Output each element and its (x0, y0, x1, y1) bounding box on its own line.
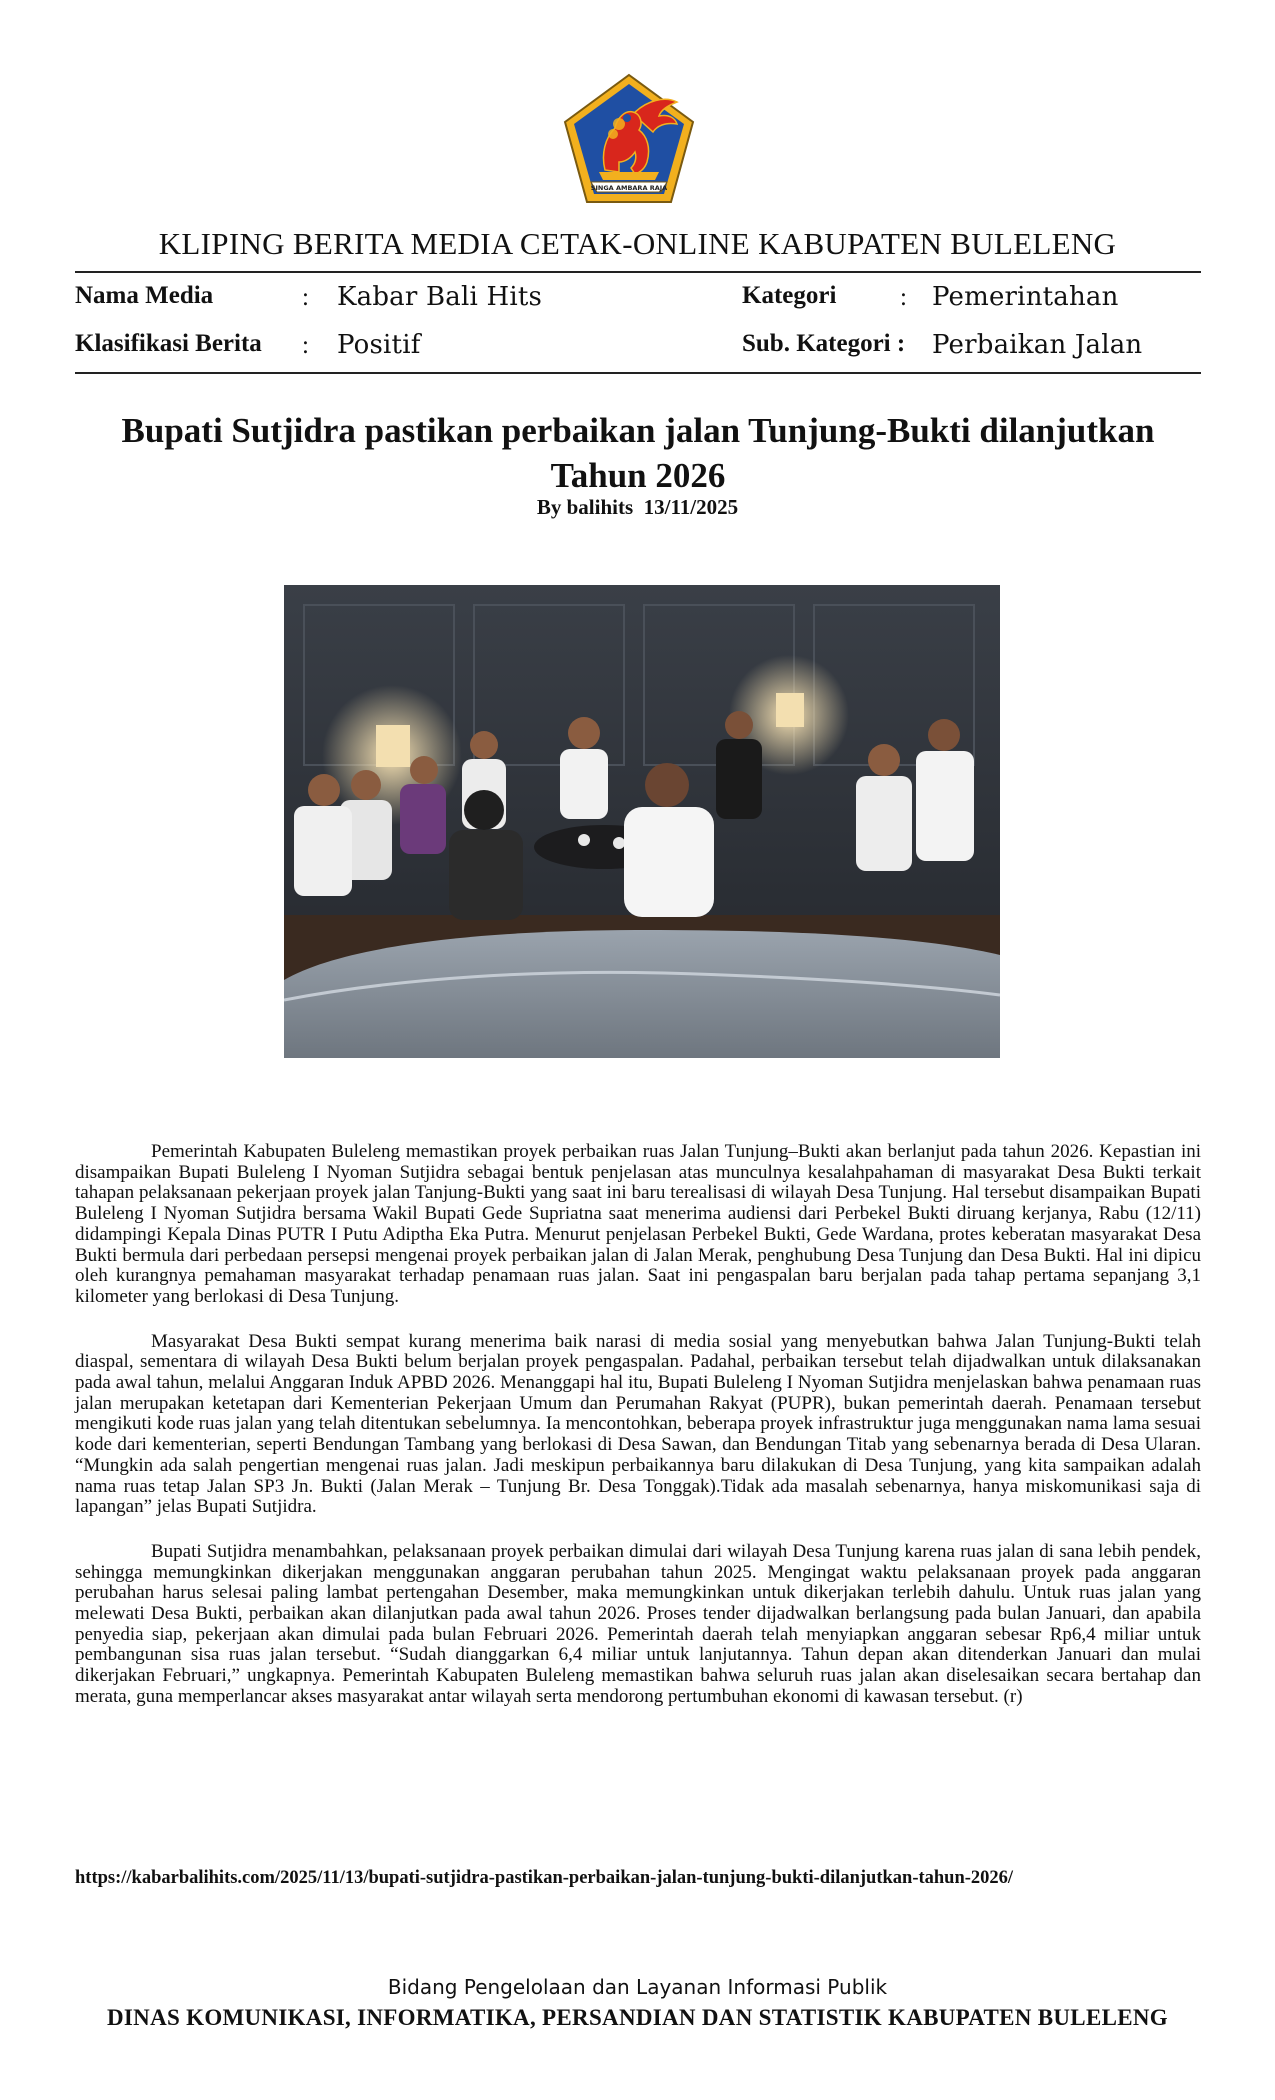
kategori-colon: : (900, 284, 907, 311)
footer-agency: DINAS KOMUNIKASI, INFORMATIKA, PERSANDIAN DAN STATISTIK KABUPATEN BULELENG (107, 2005, 1168, 2030)
divider-top (75, 271, 1201, 273)
article-body (75, 1142, 1201, 1732)
media-colon: : (302, 284, 309, 311)
subkategori-value: Perbaikan Jalan (932, 330, 1143, 360)
article-photo (284, 585, 1000, 1058)
divider-bottom (75, 372, 1201, 374)
kategori-value: Pemerintahan (932, 282, 1119, 312)
subkategori-label: Sub. Kategori : (742, 330, 906, 357)
source-url-link[interactable]: https://kabarbalihits.com/2025/11/13/bupati-sutjidra-pastikan-perbaikan-jalan-tunjung-bukti-dilanjutkan-tahun-2026/ (75, 1868, 1014, 1888)
page-title: KLIPING BERITA MEDIA CETAK-ONLINE KABUPATEN BULELENG (158, 226, 1117, 261)
klasifikasi-value: Positif (337, 330, 421, 360)
klasifikasi-colon: : (302, 332, 309, 359)
kabupaten-buleleng-logo (561, 72, 697, 208)
logo-motto-text: SINGA AMBARA RAJA (590, 184, 668, 192)
article-paragraph-2: Masyarakat Desa Bukti sempat kurang menerima baik narasi di media sosial yang menyebutkan bahwa Jalan Tunjung-Bukti telah diaspal, sementara di wilayah Desa Bukti belum berjalan proyek pengaspalan. Padahal, perbaikan tersebut telah dijadwalkan untuk dilaksanakan pada awal tahun, melalui Anggaran Induk APBD 2026. Menanggapi hal itu, Bupati Buleleng I Nyoman Sutjidra menjelaskan bahwa penamaan ruas jalan merupakan ketetapan dari Kementerian Pekerjaan Umum dan Perumahan Rakyat (PUPR), bukan pemerintah daerah. Penamaan tersebut mengikuti kode ruas jalan yang telah ditentukan sebelumnya. Ia mencontohkan, beberapa proyek infrastruktur juga menggunakan nama lama sesuai kode dari kementerian, seperti Bendungan Tambang yang berlokasi di Desa Sawan, dan Bendungan Titab yang sebenarnya berada di Desa Ularan. “Mungkin ada salah pengertian mengenai ruas jalan. Jadi meskipun perbaikannya baru dilakukan di Desa Tunjung, yang kita sampaikan adalah nama ruas tetap Jalan SP3 Jn. Bukti (Jalan Merak – Tunjung Br. Desa Tonggak).Tidak ada masalah sebenarnya, hanya miskomunikasi saja di lapangan” jelas Bupati Sutjidra. (75, 1330, 1201, 1518)
media-value: Kabar Bali Hits (337, 282, 543, 312)
klasifikasi-label: Klasifikasi Berita (75, 330, 262, 357)
article-byline: By balihits 13/11/2025 (536, 495, 739, 519)
article-paragraph-1: Pemerintah Kabupaten Buleleng memastikan proyek perbaikan ruas Jalan Tunjung–Bukti akan berlanjut pada tahun 2026. Kepastian ini disampaikan Bupati Buleleng I Nyoman Sutjidra sebagai bentuk penjelasan atas munculnya kesalahpahaman di masyarakat Desa Bukti terkait tahapan pelaksanaan pekerjaan proyek jalan Tanjung-Bukti yang saat ini baru terealisasi di wilayah Desa Tunjung. Hal tersebut disampaikan Bupati Buleleng I Nyoman Sutjidra bersama Wakil Bupati Gede Supriatna saat menerima audiensi dari Perbekel Bukti diruang kerjanya, Rabu (12/11) didampingi Kepala Dinas PUTR I Putu Adiptha Eka Putra. Menurut penjelasan Perbekel Bukti, Gede Wardana, protes keberatan masyarakat Desa Bukti bermula dari perbedaan persepsi mengenai proyek perbaikan jalan di Jalan Merak, penghubung Desa Tunjung dan Desa Bukti. Hal ini dipicu oleh kurangnya pemahaman masyarakat terhadap penamaan ruas jalan. Saat ini pengaspalan baru berjalan pada tahap pertama sepanjang 3,1 kilometer yang berlokasi di Desa Tunjung. (75, 1141, 1201, 1307)
footer-division: Bidang Pengelolaan dan Layanan Informasi Publik (387, 1975, 888, 1999)
kategori-label: Kategori (742, 282, 837, 309)
article-paragraph-3: Bupati Sutjidra menambahkan, pelaksanaan proyek perbaikan dimulai dari wilayah Desa Tunjung karena ruas jalan di sana lebih pendek, sehingga memungkinkan dikerjakan menggunakan anggaran perubahan tahun 2025. Mengingat waktu pelaksanaan proyek pada anggaran perubahan harus selesai paling lambat pertengahan Desember, maka memungkinkan untuk dikerjakan terlebih dahulu. Untuk ruas jalan yang melewati Desa Bukti, perbaikan akan dilanjutkan pada awal tahun 2026. Proses tender dijadwalkan berlangsung pada bulan Januari, dan apabila penyedia siap, pekerjaan akan dimulai pada bulan Februari 2026. Pemerintah daerah telah menyiapkan anggaran sebesar Rp6,4 miliar untuk pembangunan sisa ruas jalan tersebut. “Sudah dianggarkan 6,4 miliar untuk lanjutannya. Tahun depan akan ditenderkan Januari dan mulai dikerjakan Februari,” ungkapnya. Pemerintah Kabupaten Buleleng memastikan bahwa seluruh ruas jalan akan diselesaikan secara bertahap dan merata, guna memperlancar akses masyarakat antar wilayah serta mendorong pertumbuhan ekonomi di kawasan tersebut. (r) (75, 1540, 1201, 1707)
article-headline: Bupati Sutjidra pastikan perbaikan jalan Tunjung-Bukti dilanjutkan Tahun 2026 (121, 411, 1155, 495)
media-label: Nama Media (75, 282, 214, 309)
